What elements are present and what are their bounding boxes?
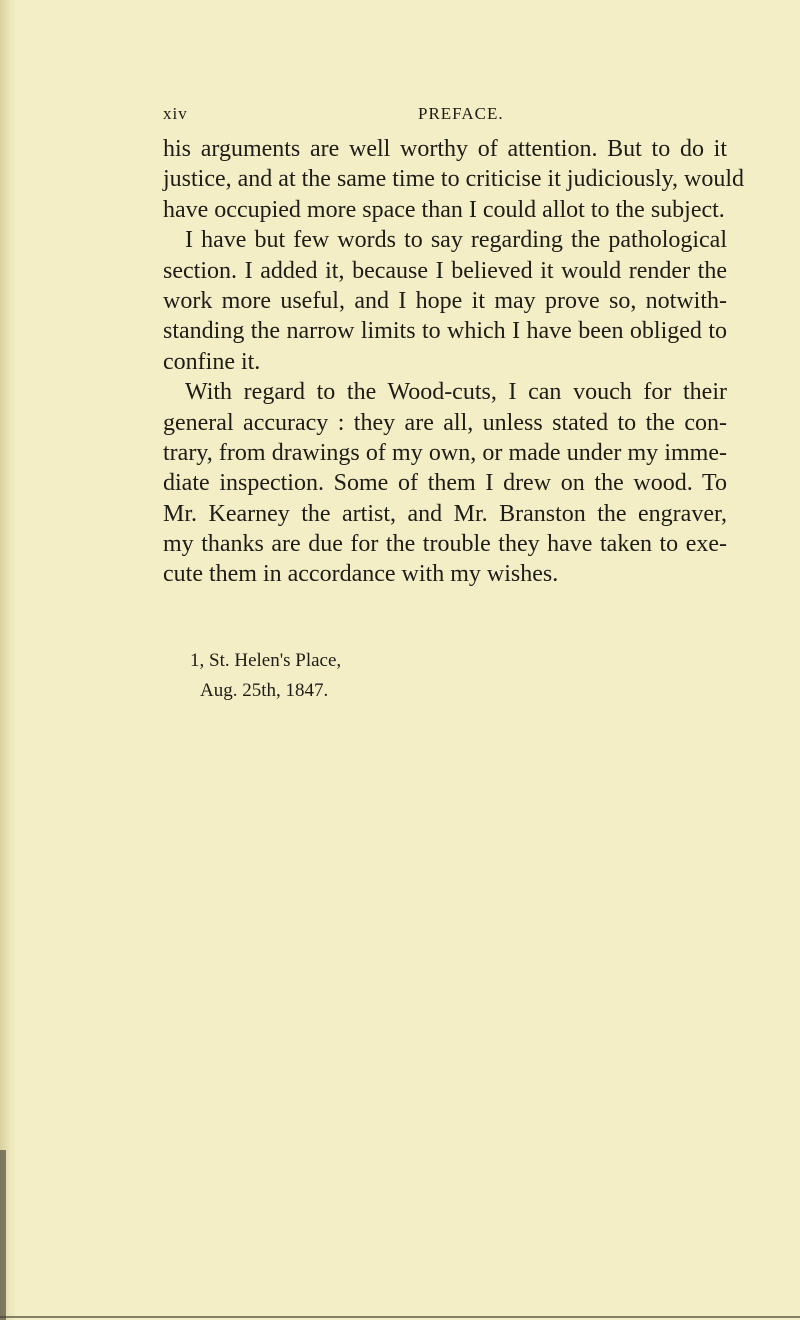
- text-line: have occupied more space than I could allot to the subject.: [163, 196, 725, 223]
- text-line: my thanks are due for the trouble they have taken to exe-: [163, 531, 727, 558]
- text-line: diate inspection. Some of them I drew on the wood. To: [163, 470, 727, 497]
- text-line: justice, and at the same time to criticise it judiciously, would: [163, 166, 744, 193]
- text-line: section. I added it, because I believed it would render the: [163, 257, 727, 284]
- binding-edge: [0, 1150, 6, 1320]
- text-line: his arguments are well worthy of attention. But to do it: [163, 136, 727, 162]
- signature-date: Aug. 25th, 1847.: [200, 680, 329, 701]
- text-line: general accuracy : they are all, unless stated to the con-: [163, 409, 727, 436]
- text-line: confine it.: [163, 348, 261, 375]
- signature-address: 1, St. Helen's Place,: [190, 650, 342, 671]
- text-line: With regard to the Wood-cuts, I can vouch for their: [185, 379, 727, 406]
- body-text: [163, 134, 744, 590]
- text-line: cute them in accordance with my wishes.: [163, 561, 559, 588]
- page-number: xiv: [163, 104, 188, 123]
- text-line: I have but few words to say regarding the pathological: [185, 227, 727, 254]
- page-header: [163, 104, 727, 126]
- text-line: trary, from drawings of my own, or made under my imme-: [163, 439, 727, 466]
- text-line: work more useful, and I hope it may prove so, notwith-: [163, 287, 727, 314]
- text-line: Mr. Kearney the artist, and Mr. Branston the engraver,: [163, 500, 727, 527]
- running-title: PREFACE.: [418, 104, 504, 123]
- text-line: standing the narrow limits to which I have been obliged to: [163, 318, 727, 345]
- page-bottom-edge: [0, 1316, 800, 1318]
- page-edge-shadow: [0, 0, 16, 1320]
